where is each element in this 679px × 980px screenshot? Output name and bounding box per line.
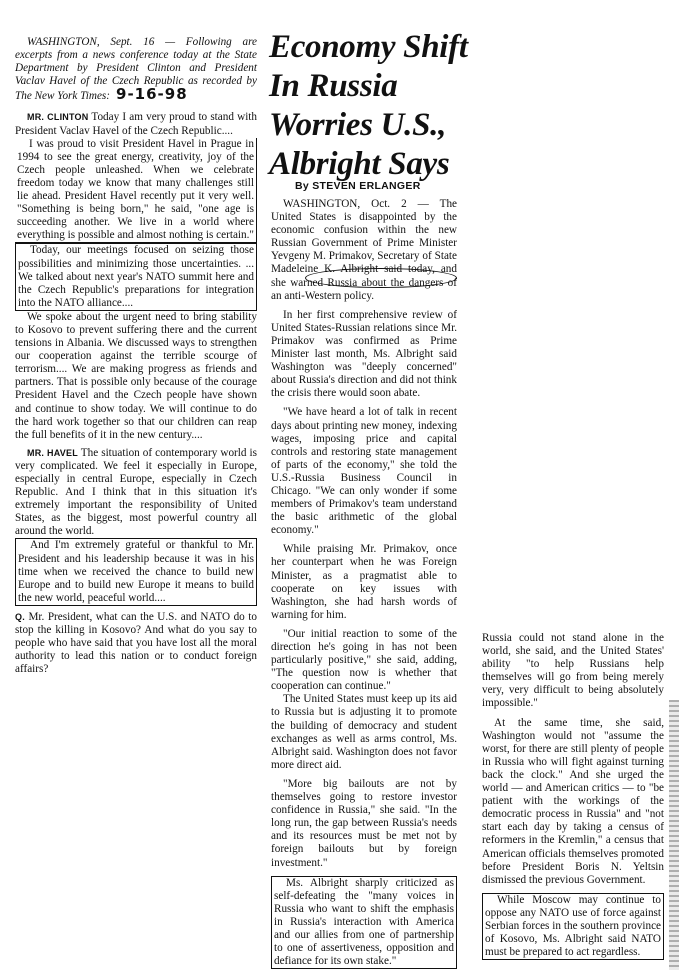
havel-paragraph-2: And I'm extremely grateful or thankful to Mr. President and his leadership because it was in his time when we received the chance to build new Europe and to build new Europe it means to build the new world, peaceful world.... xyxy=(15,538,257,605)
article-paragraph-2: In her first comprehensive review of United States-Russian relations since Mr. Primakov was confirmed as Prime Minister last month, Ms. Albright said Washington was "deeply concerned" about Russia's direction and did not think the crisis there would soon abate. xyxy=(271,308,457,400)
clinton-paragraph-2: I was proud to visit President Havel in Prague in 1994 to see the great energy, creativity, joy of the Czech people unleashed. When we celebrate freedom today we know that many challenges still lie ahead. President Havel recently put it very well. "Something is being born," he said, "one age is succeeding another. We live in a world where everything is possible and almost nothing is certain." xyxy=(15,138,257,244)
speaker-label-question: Q. xyxy=(15,611,25,622)
clinton-paragraph-3: Today, our meetings focused on seizing those possibilities and minimizing those uncertainties. ... We talked about next year's NATO summit here and the Czech Republic's preparations for integration into the NATO alliance.... xyxy=(15,243,257,310)
havel-paragraph-1: MR. HAVEL The situation of contemporary world is very complicated. We feel it especially in Europe, especially in central Europe, especially in Czech Republic. And I think that in this situation it's extremely important the responsibility of United States, as the biggest, most powerful country all around the world. xyxy=(15,446,257,538)
article-paragraph-4: While praising Mr. Primakov, once her counterpart when he was Foreign Minister, as a pragmatist able to cooperate on key issues with Washington, she had harsh words of warning for him. xyxy=(271,543,457,621)
intro-paragraph: WASHINGTON, Sept. 16 — Following are excerpts from a news conference today at the State Department by President Clinton and President Vaclav Havel of the Czech Republic as recorded by The New York Times: 9-16-98 xyxy=(15,36,257,104)
article-paragraph-7: "More big bailouts are not by themselves going to restore investor confidence in Russia," she said. "In the long run, the gap between Russia's needs and its resources must be met not by foreign bailouts but by foreign investment." xyxy=(271,777,457,869)
left-column xyxy=(15,36,257,676)
article-paragraph-1: WASHINGTON, Oct. 2 — The United States is disappointed by the economic confusion within the new Russian Government of Prime Minister Yevgeny M. Primakov, Secretary of State Madeleine K. Albright said today, and she warned Russia about the dangers of an anti-Western policy. xyxy=(271,198,457,302)
byline: By STEVEN ERLANGER xyxy=(295,180,421,192)
hand-drawn-circle xyxy=(305,268,457,288)
speaker-label-havel: MR. HAVEL xyxy=(27,447,78,458)
clipping-edge xyxy=(669,700,679,970)
article-paragraph-3: "We have heard a lot of talk in recent days about printing new money, indexing wages, imposing price and capital controls and restoring state management of parts of the economy," she told the U.S.-Russia Business Council in Chicago. "We can only wonder if some members of Primakov's team understand the basic arithmetic of the global economy." xyxy=(271,406,457,537)
article-paragraph-10: At the same time, she said, Washington would not "assume the worst, for there are still plenty of people in Russia who will fight against turning back the clock." And she urged the world — and American critics — to "be patient with the workings of the democratic process in Russia" and "not start each day by taking a census of reformers in the Kremlin," a census that American officials themselves promoted before President Boris N. Yeltsin dismissed the previous Government. xyxy=(482,716,664,886)
article-paragraph-11: While Moscow may continue to oppose any NATO use of force against Serbian forces in the southern province of Kosovo, Ms. Albright said NATO must be prepared to act regardless. xyxy=(482,893,664,960)
clinton-paragraph-1: MR. CLINTON Today I am very proud to stand with President Vaclav Havel of the Czech Republic.... xyxy=(15,111,257,137)
speaker-label-clinton: MR. CLINTON xyxy=(27,112,89,123)
article-paragraph-6: The United States must keep up its aid to Russia but is adjusting it to promote the building of democracy and student exchanges as well as arms control, Ms. Albright said. Washington does not favor more direct aid. xyxy=(271,693,457,771)
handwritten-date: 9-16-98 xyxy=(116,85,188,104)
clinton-paragraph-4: We spoke about the urgent need to bring stability to Kosovo to prevent suffering there and the current tensions in Albania. We discussed ways to strengthen our cooperation against the terrible scourge of terrorism.... We are making progress as friends and partners. That is possible only because of the courage President Havel and the Czech people have shown and continue to show today. We will continue to do the hard work together so that our children can reap the full benefits of it in the new century.... xyxy=(15,310,257,441)
middle-column xyxy=(271,198,457,969)
question-paragraph: Q. Mr. President, what can the U.S. and NATO do to stop the killing in Kosovo? And what do you say to people who have said that you have lost all the moral authority to lead this nation or to conduct foreign affairs? xyxy=(15,610,257,676)
article-paragraph-8: Ms. Albright sharply criticized as self-defeating the "many voices in Russia who want to shift the emphasis in Russia's interaction with America and our allies from one of partnership to one of assertiveness, opposition and defiance for its own stake." xyxy=(271,876,457,970)
article-paragraph-5: "Our initial reaction to some of the direction he's going in has not been particularly positive," she said, adding, "The question now is whether that cooperation can continue." xyxy=(271,627,457,693)
article-paragraph-9: Russia could not stand alone in the world, she said, and the United States' ability "to help Russians help themselves will go from being merely very, very difficult to being absolutely impossible." xyxy=(482,632,664,710)
right-column xyxy=(482,632,664,960)
headline: Economy Shift In Russia Worries U.S., Albright Says xyxy=(269,29,468,182)
